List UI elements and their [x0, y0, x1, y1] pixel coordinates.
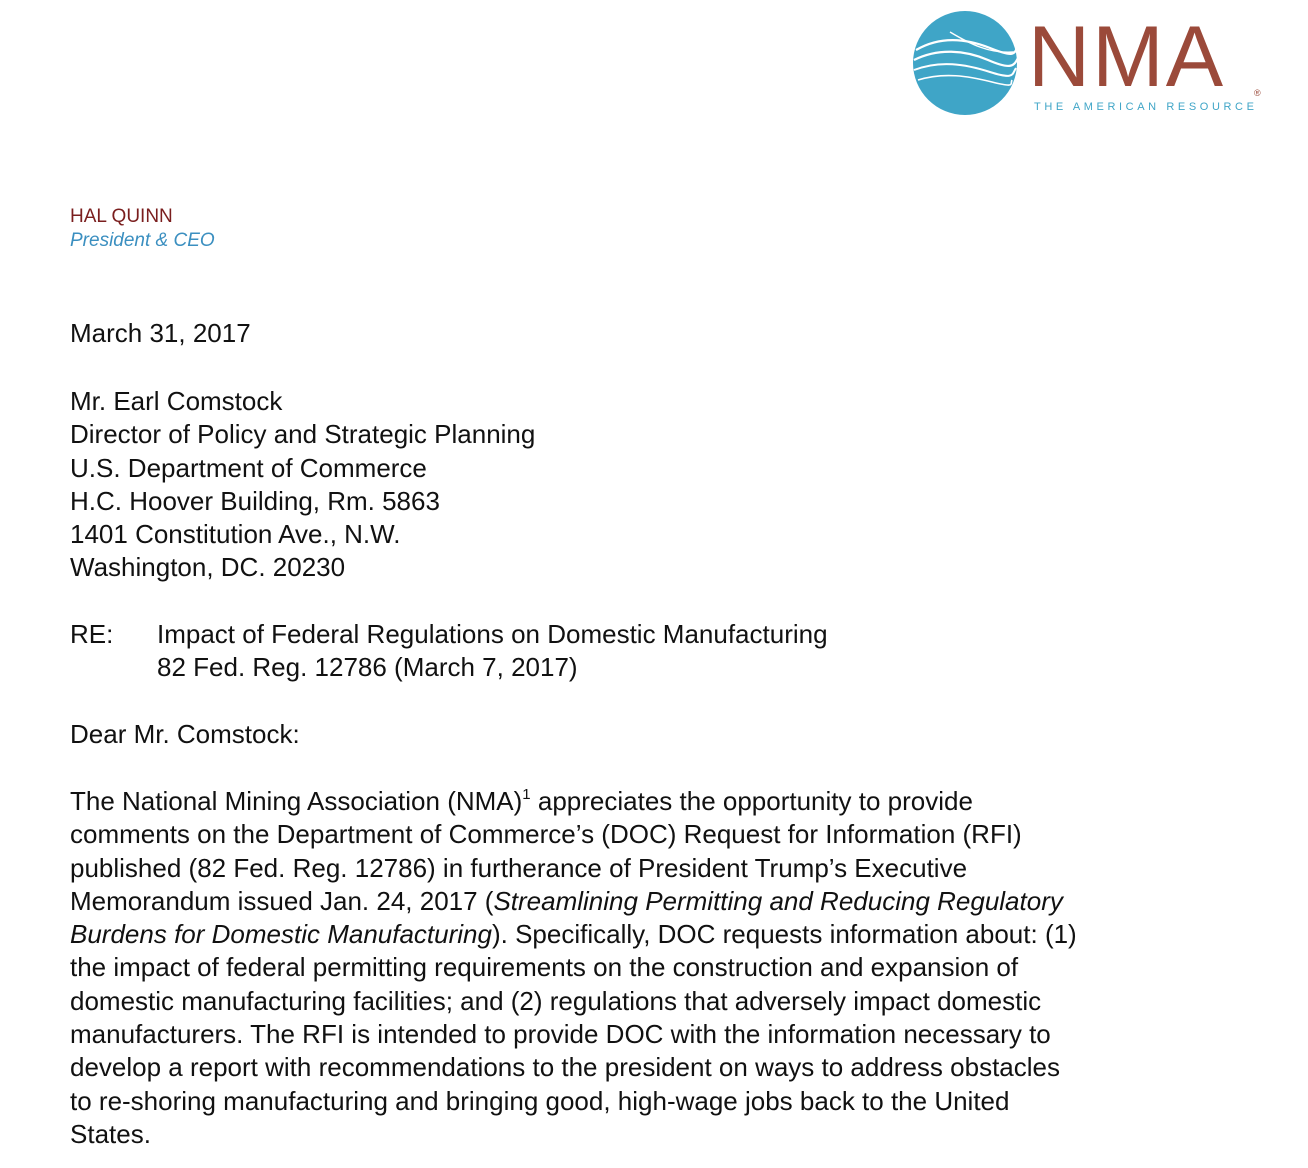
paragraph-text: The National Mining Association (NMA)	[70, 786, 523, 816]
paragraph-line	[70, 785, 1210, 818]
recipient-address	[70, 385, 1250, 585]
memorandum-title: Streamlining Permitting and Reducing Regulatory	[493, 885, 1063, 916]
re-label: RE:	[70, 619, 114, 649]
address-line: H.C. Hoover Building, Rm. 5863	[70, 485, 440, 516]
globe-circle	[913, 11, 1017, 115]
letter-date: March 31, 2017	[70, 318, 251, 348]
paragraph-text: Memorandum issued Jan. 24, 2017 (	[70, 885, 494, 916]
nma-logo	[910, 8, 1270, 128]
globe-icon	[910, 8, 1020, 118]
paragraph-line: manufacturers. The RFI is intended to provide DOC with the information necessary to	[70, 1019, 1051, 1050]
paragraph-line: the impact of federal permitting requirements on the construction and expansion of	[70, 952, 1019, 983]
memorandum-title: Burdens for Domestic Manufacturing	[70, 919, 492, 950]
address-line: Director of Policy and Strategic Planning	[70, 419, 536, 450]
paragraph-text: appreciates the opportunity to provide	[530, 786, 973, 816]
paragraph-line: published (82 Fed. Reg. 12786) in furtherance of President Trump’s Executive	[70, 852, 968, 883]
address-line: Mr. Earl Comstock	[70, 386, 283, 416]
paragraph-line: domestic manufacturing facilities; and (2) regulations that adversely impact domestic	[70, 985, 1042, 1016]
address-line: 1401 Constitution Ave., N.W.	[70, 519, 401, 550]
address-line: Washington, DC. 20230	[70, 552, 346, 583]
salutation: Dear Mr. Comstock:	[70, 719, 300, 749]
logo-tagline: THE AMERICAN RESOURCE	[1034, 101, 1258, 113]
paragraph-line: develop a report with recommendations to the president on ways to address obstacles	[70, 1052, 1060, 1083]
paragraph-line: States.	[70, 1118, 151, 1149]
subject-title: Impact of Federal Regulations on Domestic Manufacturing	[157, 619, 828, 649]
body-paragraph	[70, 785, 1210, 1151]
logo-wordmark: NMA	[1028, 9, 1226, 105]
footnote-marker[interactable]: 1	[522, 786, 531, 803]
subject-line	[70, 618, 1250, 685]
sender-name: HAL QUINN	[70, 206, 173, 227]
paragraph-line: comments on the Department of Commerce’s (DOC) Request for Information (RFI)	[70, 819, 1022, 850]
paragraph-line: to re-shoring manufacturing and bringing good, high-wage jobs back to the United	[70, 1085, 1010, 1116]
sender-title: President & CEO	[70, 230, 215, 251]
address-line: U.S. Department of Commerce	[70, 452, 427, 483]
paragraph-line	[70, 918, 1210, 951]
paragraph-line	[70, 885, 1210, 918]
sender-block	[70, 205, 215, 253]
registered-mark: ®	[1254, 88, 1261, 98]
paragraph-text: ). Specifically, DOC requests information about: (1)	[491, 919, 1077, 950]
subject-citation: 82 Fed. Reg. 12786 (March 7, 2017)	[157, 652, 578, 683]
